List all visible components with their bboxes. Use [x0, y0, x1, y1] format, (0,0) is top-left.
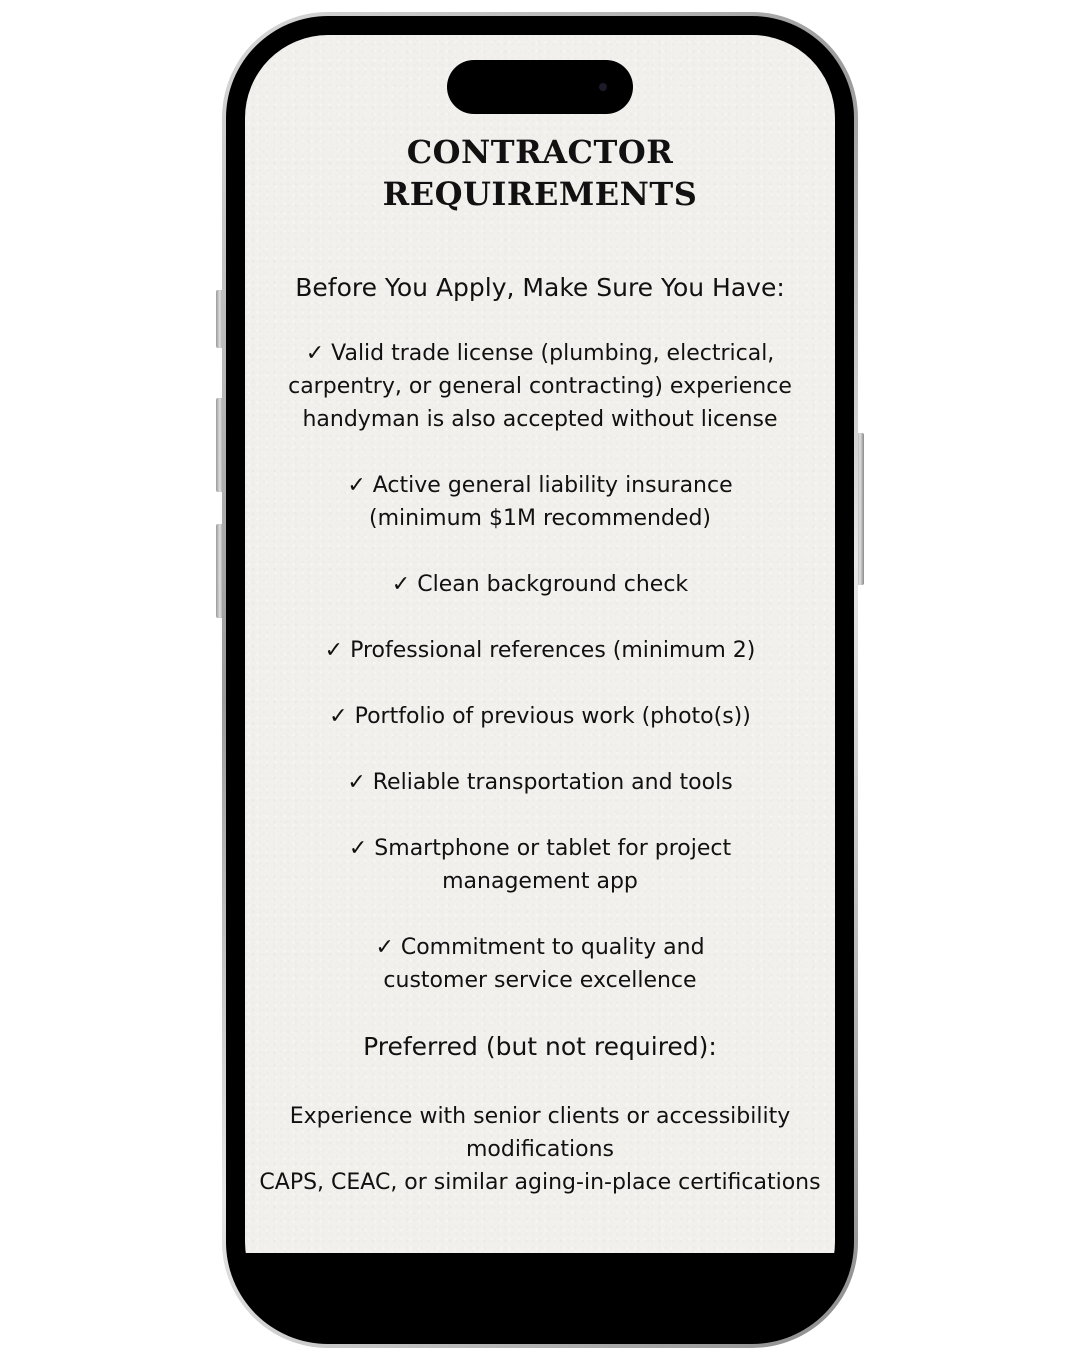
- requirement-item-insurance: [245, 469, 835, 535]
- requirement-line: ✓ Portfolio of previous work (photo(s)): [329, 704, 751, 729]
- requirement-item-transportation: [245, 766, 835, 799]
- page-title: [245, 131, 835, 215]
- requirement-line: handyman is also accepted without license: [302, 407, 778, 432]
- intro-heading: Before You Apply, Make Sure You Have:: [295, 273, 785, 302]
- requirement-line: ✓ Active general liability insurance: [347, 473, 733, 498]
- requirement-line: customer service excellence: [383, 968, 697, 993]
- preferred-line: CAPS, CEAC, or similar aging-in-place certifications: [259, 1170, 821, 1195]
- requirement-line: ✓ Smartphone or tablet for project: [348, 836, 732, 861]
- requirement-line: management app: [442, 869, 638, 894]
- requirement-item-portfolio: [245, 700, 835, 733]
- requirement-line: ✓ Reliable transportation and tools: [347, 770, 733, 795]
- phone-frame: [222, 12, 858, 1348]
- requirement-item-background-check: [245, 568, 835, 601]
- requirement-item-license: [245, 337, 835, 436]
- requirement-item-smartphone: [245, 832, 835, 898]
- requirement-line: carpentry, or general contracting) experience: [288, 374, 792, 399]
- requirement-item-commitment: [245, 931, 835, 997]
- requirement-item-references: [245, 634, 835, 667]
- title-line-1: CONTRACTOR: [406, 133, 674, 171]
- phone-bezel: [226, 16, 854, 1344]
- preferred-heading: Preferred (but not required):: [363, 1032, 717, 1061]
- preferred-line: modifications: [465, 1137, 614, 1162]
- camera-icon: [599, 83, 607, 91]
- requirement-line: (minimum $1M recommended): [369, 506, 711, 531]
- preferred-line: Experience with senior clients or accessibility: [289, 1104, 791, 1129]
- phone-screen: [245, 35, 835, 1325]
- requirement-line: ✓ Clean background check: [391, 572, 689, 597]
- title-line-2: REQUIREMENTS: [382, 175, 698, 213]
- requirement-line: ✓ Commitment to quality and: [375, 935, 705, 960]
- preferred-list: [245, 1100, 835, 1199]
- requirement-line: ✓ Professional references (minimum 2): [324, 638, 756, 663]
- dynamic-island: [447, 60, 633, 114]
- requirement-line: ✓ Valid trade license (plumbing, electrical,: [305, 341, 775, 366]
